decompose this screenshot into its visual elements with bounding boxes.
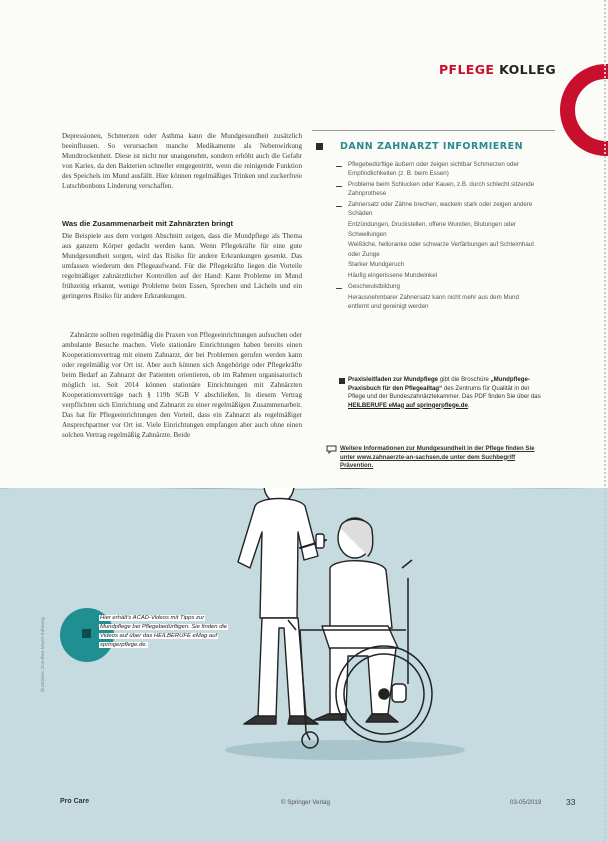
paragraph-text: Depressionen, Schmerzen oder Asthma kann die Mundgesundheit zusätzlich beeinflussen. So verursachen manche Medikamente als Nebenwirkung Mundtrockenheit. Diese ist nicht nur unangenehm, sondern erhöht auch die Gefahr von Karies, da den Bakterien schneller entgegentritt, wenn die reinigende Funktion des Speichels im Mund ausfällt. Hier können regelmäßiges Trinken und zuckerfreie Lutschbonbons Linderung verschaffen. (62, 132, 302, 190)
publisher-note: © Springer Verlag (281, 799, 330, 806)
info-note (348, 376, 544, 410)
play-icon (82, 629, 91, 638)
video-line-4: springerpflege.de. (100, 642, 148, 648)
video-line-2: Mundpflege bei Pflegebedürftigen. Sie finden die (100, 624, 228, 630)
video-teaser (99, 614, 259, 650)
info-marker-icon (339, 378, 345, 384)
checklist-item: Häufig eingerissene Mundwinkel (348, 272, 438, 280)
info-link[interactable]: HEILBERUFE eMag auf springerpflege.de (348, 401, 468, 409)
page-number: 33 (566, 797, 576, 807)
article-subheading: Was die Zusammenarbeit mit Zahnärzten bringt (62, 219, 234, 228)
paragraph-text: Zahnärzte sollten regelmäßig die Praxen von Pflegeeinrichtungen aufsuchen oder ambulante Besuche machen. Viele stationäre Einrichtungen haben bereits einen Kooperationsvertrag mit einem Zahnarzt, der bei Problemen gerufen werden kann oder regelmäßig vor Ort ist. Aber auch können sich Angehörige oder Pflegekräfte beim Bedarf an Zahnarzt der Patienten orientieren, ob im Rahmen organisatorisch möglich ist. Seit 2014 können stationäre Einrichtungen mit Zahnärzten Kooperationsverträge nach § 119b SGB V abschließen. In diesem Vertrag verpflichten sich Einrichtung und Zahnarzt zu einer regelmäßigen Zusammenarbeit. Das hat für Pflegeeinrichtungen den Vorteil, dass ein Zahnarzt als regelmäßiger Ansprechpartner vor Ort ist. Viele Einrichtungen empfangen aber auch ohne einen solchen Vertrag regelmäßig Zahnärzte. Beide (62, 331, 302, 439)
kicker-dark: KOLLEG (499, 62, 556, 77)
web-link-note[interactable]: Weitere Informationen zur Mundgesundheit in der Pflege finden Sie unter www.zahnaerzte-an-sachsen.de unter dem Suchbegriff Prävention. (340, 445, 535, 469)
paragraph-text: Die Beispiele aus dem vorigen Abschnitt zeigen, dass die Mundpflege als Thema aus ganzem Körper gedacht werden kann. Wenn Pflegekräfte für eine gute Mundgesundheit sorgen, wird das Risiko für andere Erkrankungen gesenkt. Das umfassen wiederum den Pflegeaufwand. Für die Pflegekräfte liegen die Vorteile regelmäßiger zahnärztlicher Kontrollen auf der Hand: Kann Probleme im Mund frühzeitig erkannt, wenige Probleme beim Essen, Sprechen und Lächeln und ein geringeres Risiko für andere Erkrankungen. (62, 232, 302, 300)
checklist-item: Starker Mundgeruch (348, 261, 405, 269)
issue-date: 03-05/2019 (510, 799, 542, 806)
box-title: DANN ZAHNARZT INFORMIEREN (340, 141, 524, 152)
box-marker-icon (316, 143, 323, 150)
checklist-item: Probleme beim Schlucken oder Kauen, z.B. durch schlecht sitzende Zahnprothese (336, 180, 536, 199)
checklist-item: Herausnehmbarer Zahnersatz kann nicht mehr aus dem Mund entfernt und gereinigt werden (348, 293, 519, 311)
checklist (336, 160, 536, 313)
video-line-3: Videos auf über das HEILBERUFE eMag auf (100, 633, 218, 639)
checklist-item: Weißliche, helloranke oder schwarze Verfärbungen auf Schleimhaut oder Zunge (348, 241, 534, 258)
info-text-c: . (467, 401, 470, 409)
info-text-b: des Zentrums für Qualität in der Pflege und der Bundeszahnärztekammer. Das PDF finden Sie über das (348, 384, 541, 400)
journal-name: Pro Care (60, 798, 90, 805)
checklist-item: Pflegebedürftige äußern oder zeigen sichtbar Schmerzen oder Empfindlichkeiten (z. B. beim Essen) (336, 160, 536, 179)
video-line-1: Hier erhält's ACAD-Videos mit Tipps zur (100, 615, 205, 621)
care-illustration (0, 488, 608, 842)
page-edge (604, 0, 606, 842)
section-kicker (439, 62, 556, 77)
info-title: „Mundpflege-Praxisbuch für den Pflegealltag“ (348, 376, 530, 392)
article-paragraph-2 (62, 231, 302, 301)
illustration-credit: Illustration: Dorothea Meyer-Kahrweg (40, 617, 45, 692)
article-paragraph-1 (62, 131, 302, 191)
red-arc-decoration (560, 64, 608, 156)
speech-bubble-icon (326, 445, 337, 454)
checklist-item: Zahnersatz oder Zähne brechen, wackeln stark oder zeigen andere Schäden (336, 200, 536, 219)
article-paragraph-3 (62, 330, 302, 440)
kicker-red: PFLEGE (438, 62, 495, 77)
info-lead: Praxisleitfaden zur Mundpflege (348, 376, 439, 383)
checklist-item: Geschwulstbildung (336, 282, 536, 291)
checklist-item: Entzündungen, Druckstellen, offene Wunden, Blutungen oder Schwellungen (348, 221, 516, 238)
info-text-a: gibt die Broschüre (438, 376, 491, 383)
column-divider (312, 130, 555, 131)
